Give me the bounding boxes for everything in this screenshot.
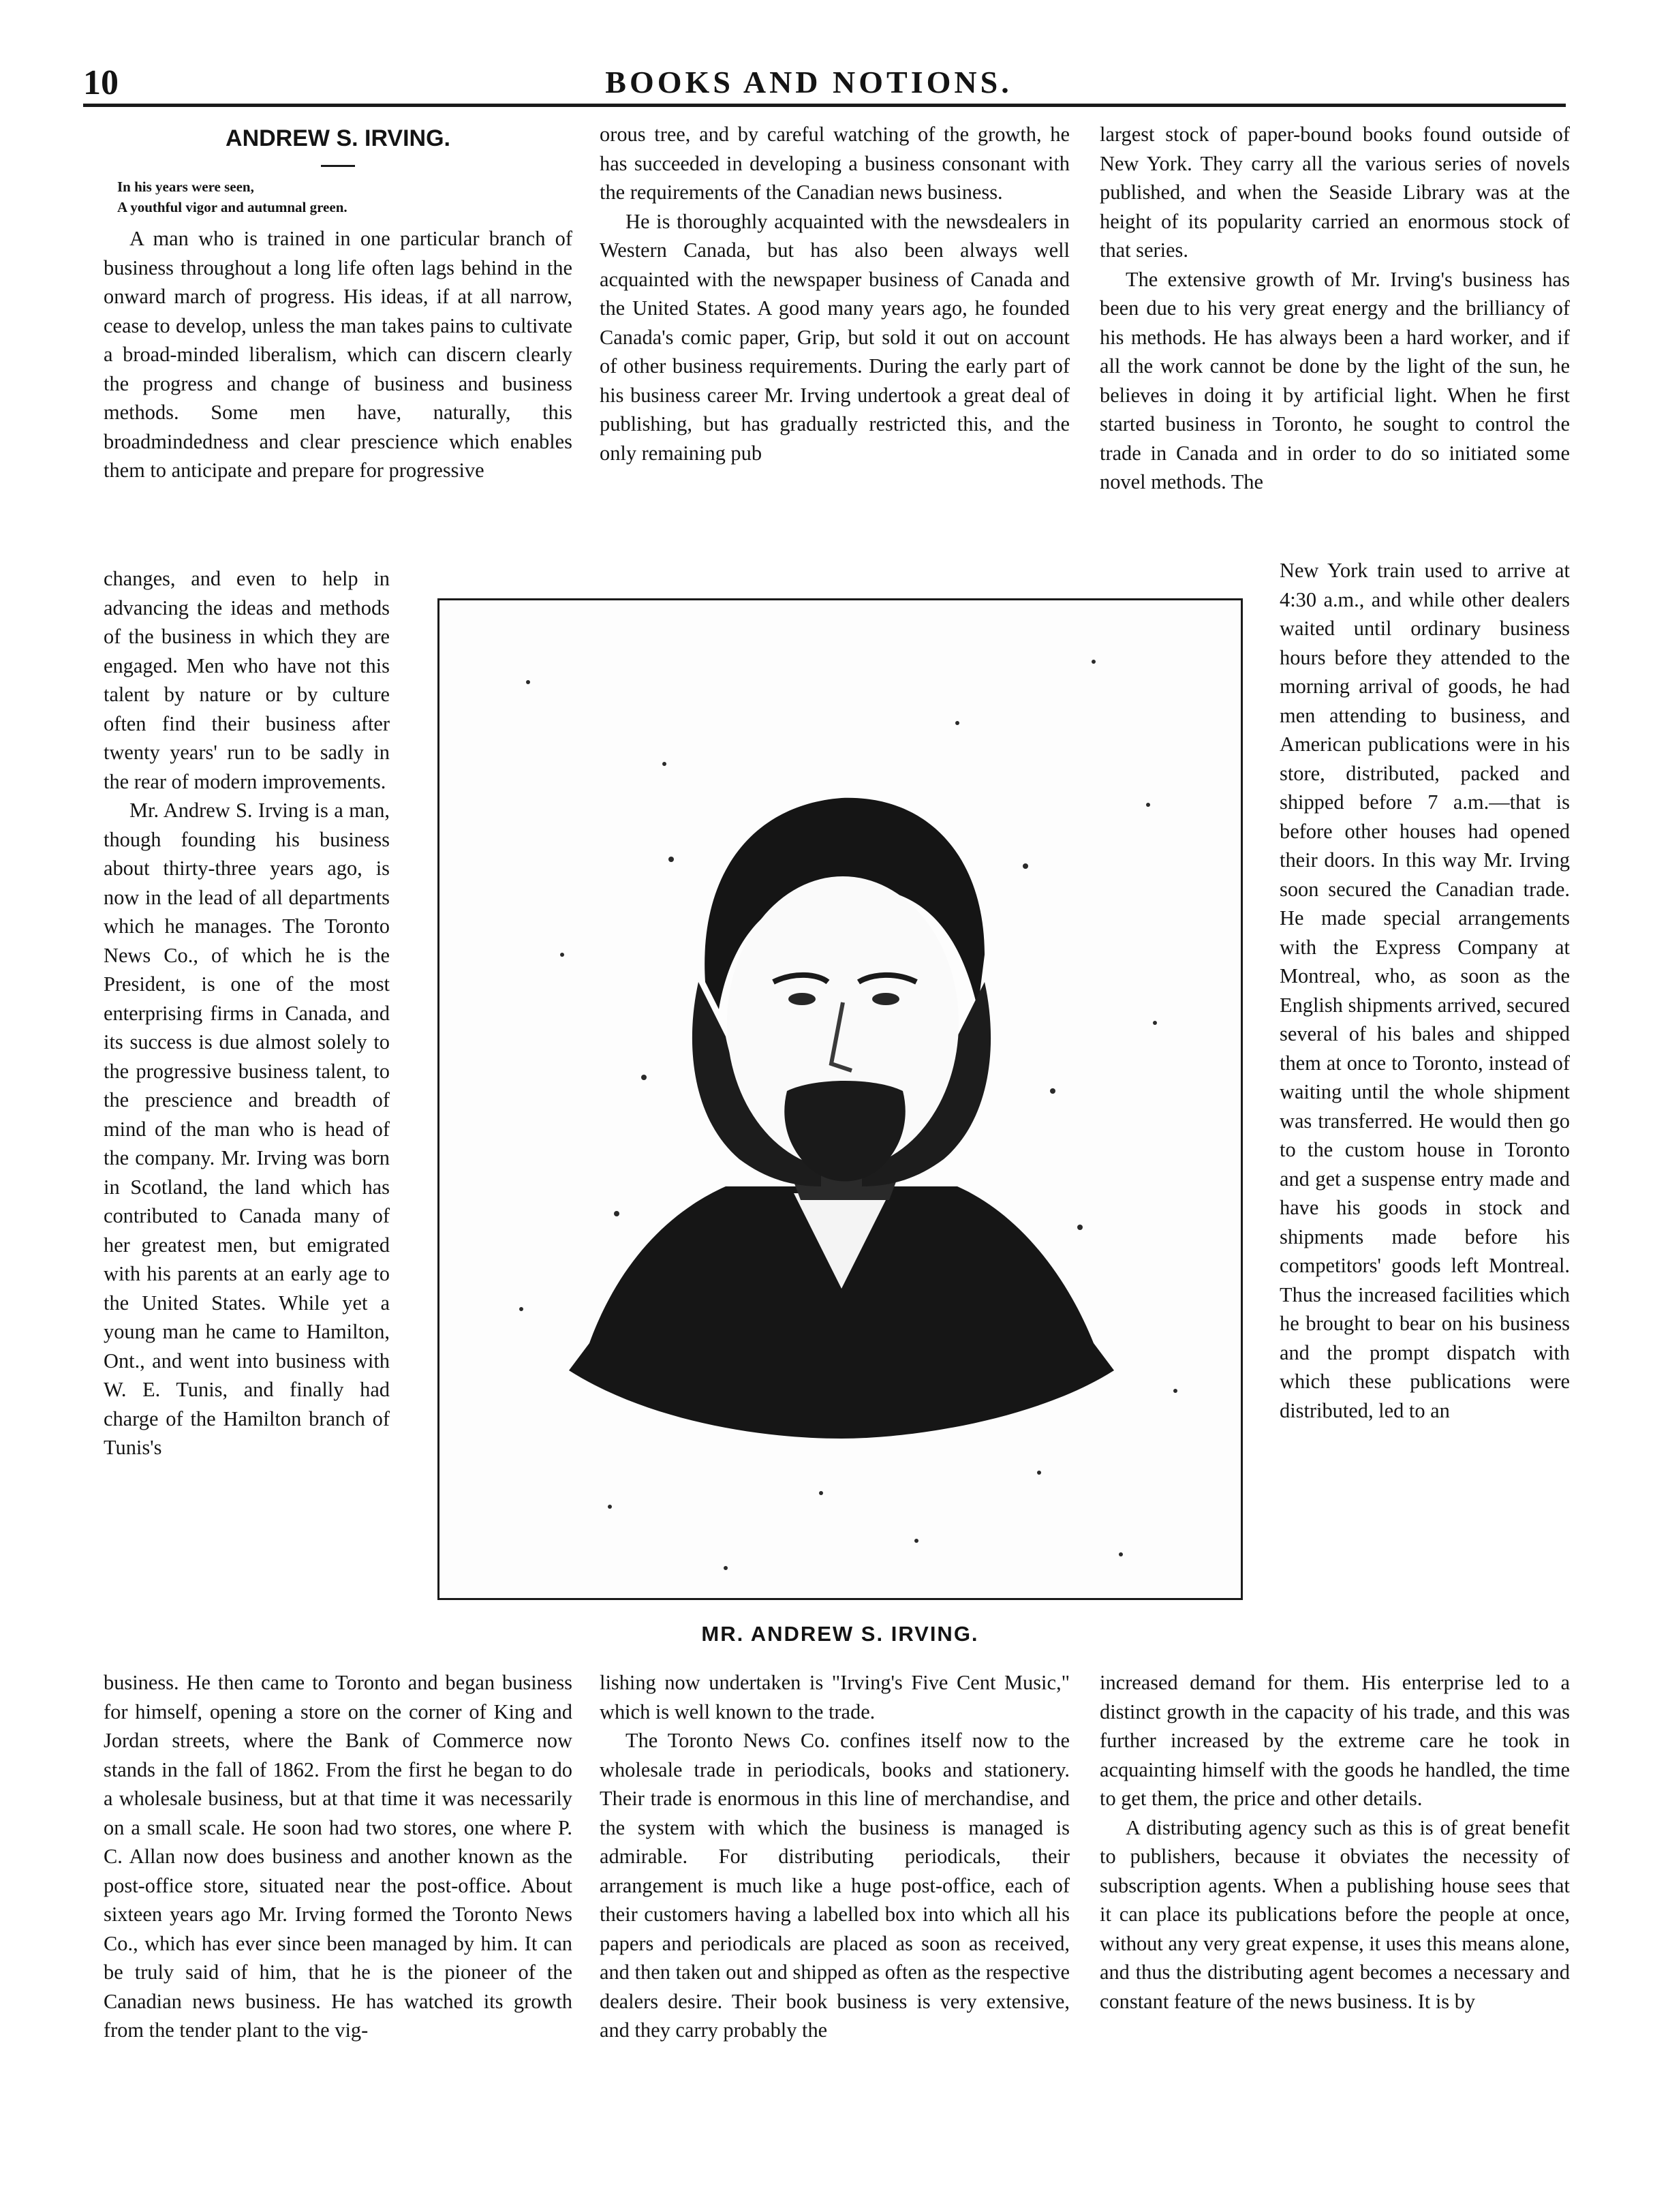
running-head: BOOKS AND NOTIONS. <box>605 65 1013 99</box>
column-3-top <box>1100 120 1570 497</box>
paragraph: The extensive growth of Mr. Irving's business has been due to his very great energy and the brilliancy of his methods. He has always been a hard worker, and if all the work cannot be done by the light of the sun, he believes in doing it by artificial light. When he first started business in Toronto, he sought to control the trade in Canada and in order to do so initiated some novel methods. The <box>1100 267 1570 493</box>
column-3-bottom <box>1100 1668 1570 2016</box>
column-2-top <box>600 120 1070 467</box>
paragraph: Mr. Andrew S. Irving is a man, though founding his business about thirty-three years ago, is now in the lead of all departments which he manages. The Toronto News Co., of which he is the President, is one of the most enterprising firms in Canada, and its success is due almost solely to the progressive business talent, to the prescience and breadth of mind of the man who is head of the company. Mr. Irving was born in Scotland, the land which has contributed to Canada many of her greatest men, but emigrated with his parents at an early age to the United States. While yet a young man he came to Hamilton, Ont., and went into business with W. E. Tunis, and finally had charge of the Hamilton branch of Tunis's <box>104 799 390 1459</box>
paragraph: increased demand for them. His enterprise led to a distinct growth in the capacity of his trade, and this was further increased by the extreme care he took in acquainting himself with the goods he handled, the time to get them, the price and other details. <box>1100 1671 1570 1810</box>
column-1-bottom <box>104 1668 572 2045</box>
epigraph-line: A youthful vigor and autumnal green. <box>117 199 347 215</box>
title-dash <box>321 165 355 167</box>
column-1-top <box>104 120 572 485</box>
paragraph: lishing now undertaken is "Irving's Five Cent Music," which is well known to the trade. <box>600 1671 1070 1723</box>
portrait-photo <box>437 598 1243 1600</box>
column-2-bottom <box>600 1668 1070 2045</box>
paragraph: largest stock of paper-bound books found outside of New York. They carry all the various series of novels published, and when the Seaside Library was at the height of its popularity carried an enormous stock of that series. <box>1100 123 1570 262</box>
paragraph: orous tree, and by careful watching of the growth, he has succeeded in developing a business consonant with the requirements of the Canadian news business. <box>600 123 1070 204</box>
epigraph <box>117 176 572 217</box>
column-1-narrow <box>104 564 390 1462</box>
paragraph: The Toronto News Co. confines itself now to the wholesale trade in periodicals, books and stationery. Their trade is enormous in this line of merchandise, and the system with which the business is managed is admirable. For distributing periodicals, their arrangement is much like a huge post-office, each of their customers having a labelled box into which all his papers and periodicals are placed as soon as received, and then taken out and shipped as often as the respective dealers desire. Their book business is very extensive, and they carry probably the <box>600 1729 1070 2042</box>
paragraph: changes, and even to help in advancing the ideas and methods of the business in which they are engaged. Men who have not this talent by nature or by culture often find their business after twenty years' run to be sadly in the rear of modern improvements. <box>104 567 390 793</box>
column-3-narrow <box>1280 556 1570 1425</box>
portrait-illustration <box>439 600 1241 1598</box>
article-title: ANDREW S. IRVING. <box>226 125 450 151</box>
paragraph: A man who is trained in one particular branch of business throughout a long life often lags behind in the onward march of progress. His ideas, if at all narrow, cease to develop, unless the man takes pains to cultivate a broad-minded liberalism, which can discern clearly the progress and change of business and business methods. Some men have, naturally, this broadmindedness and clear prescience which enables them to anticipate and prepare for progressive <box>104 227 572 482</box>
paragraph: New York train used to arrive at 4:30 a.m., and while other dealers waited until ordinary business hours before they attended to the morning arrival of goods, he had men attending to business, and American publications were in his store, distributed, packed and shipped before 7 a.m.—that is before other houses had opened their doors. In this way Mr. Irving soon secured the Canadian trade. He made special arrangements with the Express Company at Montreal, who, as soon as the English shipments arrived, secured several of his bales and shipped them at once to Toronto, instead of waiting until the whole shipment was transferred. He would then go to the custom house in Toronto and get a suspense entry made and have his goods in stock and shipments made before his competitors' goods left Montreal. Thus the increased facilities which he brought to bear on his business and the prompt dispatch with which these publications were distributed, led to an <box>1280 559 1570 1422</box>
paragraph: business. He then came to Toronto and began business for himself, opening a store on the corner of King and Jordan streets, where the Bank of Commerce now stands in the fall of 1862. From the first he began to do a wholesale business, but at that time it was necessarily on a small scale. He soon had two stores, one where P. C. Allan now does business and another known as the post-office store, situated near the post-office. About sixteen years ago Mr. Irving formed the Toronto News Co., which has ever since been managed by him. It can be truly said of him, that he is the pioneer of the Canadian news business. He has watched its growth from the tender plant to the vig- <box>104 1671 572 2042</box>
paragraph: He is thoroughly acquainted with the newsdealers in Western Canada, but has also been always well acquainted with the newspaper business of Canada and the United States. A good many years ago, he founded Canada's comic paper, Grip, but sold it out on account of other business requirements. During the early part of his business career Mr. Irving undertook a great deal of publishing, but has gradually restricted this, and the only remaining pub <box>600 209 1070 465</box>
page-header <box>56 63 1562 102</box>
photo-caption: MR. ANDREW S. IRVING. <box>701 1622 979 1646</box>
epigraph-line: In his years were seen, <box>117 179 254 195</box>
header-rule <box>83 104 1566 107</box>
paragraph: A distributing agency such as this is of great benefit to publishers, because it obviates the necessity of subscription agents. When a publishing house sees that it can place its publications before the people at once, without any very great expense, it uses this means alone, and thus the distributing agent becomes a necessary and constant feature of the news business. It is by <box>1100 1815 1570 2013</box>
page-number: 10 <box>83 63 119 102</box>
